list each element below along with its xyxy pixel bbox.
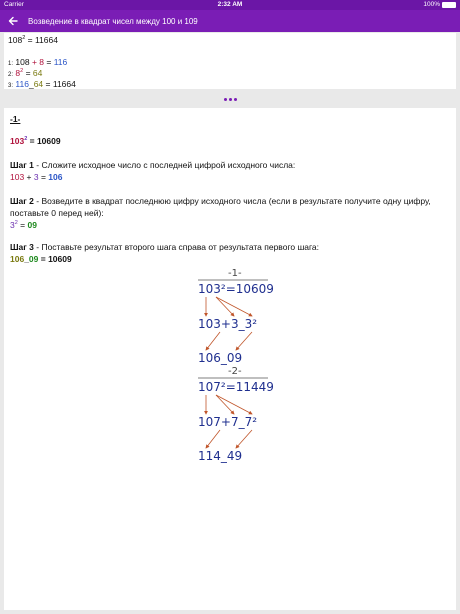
diagram-1-mid: 103+3_3²: [198, 317, 258, 331]
example-problem: $103^2 = 10609$: [10, 136, 61, 146]
app-bar: [0, 10, 460, 32]
diagram-1-title: -1-: [228, 268, 242, 279]
summary-line-2: 1: 108 + 8 = 116: [8, 57, 68, 67]
diagram-2-arrow-e: [236, 430, 252, 448]
example-heading: -1-: [10, 114, 21, 124]
arrow-left-icon: [8, 16, 18, 26]
diagram-2-top: 107²=11449: [198, 380, 274, 394]
step1-formula: 103 + 3 = 106: [10, 172, 63, 182]
carrier-label: Carrier: [4, 1, 24, 8]
diagram-1-arrow-e: [236, 332, 252, 350]
step2-text: Шаг 2 - Возведите в квадрат последнюю цифру исходного числа (если в результате получите одну цифру, поставьте 0 перед ней):: [10, 196, 431, 218]
diagram-2-bottom: 114_49: [198, 449, 243, 463]
summary-line-4: 3: 116_64 = 11664: [8, 79, 76, 89]
summary-line-3: 2: $8^2 = 64$: [8, 68, 43, 78]
diagram-2-arrow-c: [216, 395, 252, 414]
diagram-1-top: 103²=10609: [198, 282, 274, 296]
diagram-1-arrow-b: [216, 297, 234, 316]
diagram-2-mid: 107+7_7²: [198, 415, 258, 429]
battery-status: [423, 1, 456, 8]
page-title: Возведение в квадрат чисел между 100 и 109: [28, 16, 198, 26]
step2-formula: $3^2 = 09$: [10, 220, 37, 230]
example-card: [4, 108, 456, 610]
diagram-1-arrow-c: [216, 297, 252, 316]
more-horizontal-icon[interactable]: [223, 95, 237, 103]
diagram-1-bottom: 106_09: [198, 351, 243, 365]
clock: 2:32 AM: [217, 1, 243, 8]
status-bar: [0, 0, 460, 10]
step3-text: Шаг 3 - Поставьте результат второго шага справа от результата первого шага:: [10, 242, 319, 252]
battery-icon: [442, 2, 456, 8]
back-button[interactable]: [0, 10, 26, 32]
method-diagram: [190, 266, 290, 466]
diagram-2-title: -2-: [228, 366, 242, 377]
step3-formula: 106_09 = 10609: [10, 254, 72, 264]
summary-line-1: $108^2 = 11664$: [8, 35, 58, 45]
summary-card: [4, 33, 456, 89]
diagram-1-arrow-d: [206, 332, 220, 350]
step1-text: Шаг 1 - Сложите исходное число с последней цифрой исходного числа:: [10, 160, 296, 170]
battery-percent: 100%: [423, 1, 440, 8]
diagram-2-arrow-b: [216, 395, 234, 414]
diagram-2-arrow-d: [206, 430, 220, 448]
